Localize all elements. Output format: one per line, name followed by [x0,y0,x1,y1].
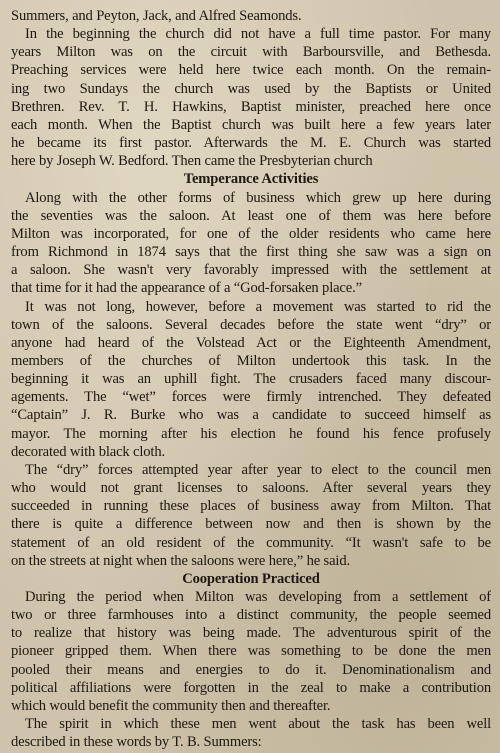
text-line: members of the churches of Milton undertook this task. In the [11,352,491,369]
text-line: statement of an old resident of the community. “It wasn't safe to be [11,534,491,551]
text-line: Brethren. Rev. T. H. Hawkins, Baptist minister, preached here once [11,98,491,115]
text-column [11,7,491,751]
text-line: ing two Sundays the church was used by the Baptists or United [11,80,491,97]
text-line: he became its first pastor. Afterwards the M. E. Church was started [11,135,491,152]
paragraph [11,7,491,25]
section-heading: Cooperation Practiced [182,570,320,587]
text-line: “Captain” J. R. Burke who was a candidate to succeed himself as [11,407,491,424]
text-line: to realize that history was being made. The adventurous spirit of the [11,625,491,642]
text-line: Summers, and Peyton, Jack, and Alfred Seamonds. [11,8,302,24]
paragraph [11,715,491,751]
text-line: It was not long, however, before a movement was started to rid the [25,298,491,315]
section-temperance-activities [11,170,491,569]
text-line: The “dry” forces attempted year after year to elect to the council men [25,461,491,478]
text-line: from Richmond in 1874 says that the first thing she saw was a sign on [11,244,491,261]
text-line: decorated with black cloth. [11,443,165,460]
text-line: succeeded in running these places of business away from Milton. That [11,498,491,515]
text-line: Milton was incorporated, for one of the older residents who came here [11,225,491,242]
paragraph [11,461,491,570]
text-line: years Milton was on the circuit with Barboursville, and Bethesda. [11,44,491,61]
text-line: each month. When the Baptist church was built here a few years later [11,116,491,133]
paragraph [11,588,491,715]
text-line: political affiliations were forgotten in the zeal to make a contribution [11,679,491,696]
text-line: pooled their means and energies to do it. Denominationalism and [11,661,491,678]
text-line: agements. The “wet” forces were firmly intrenched. They defeated [11,389,491,406]
section-heading: Temperance Activities [183,171,319,188]
text-line: pioneer gripped them. When there was something to be done the men [11,643,491,660]
paragraph [11,298,491,461]
text-line: there is quite a difference between now and then is shown by the [11,516,491,533]
text-line: two or three farmhouses into a distinct community, the people seemed [11,607,491,624]
text-line: a saloon. She wasn't very favorably impressed with the settlement at [11,262,491,279]
section-cooperation-practiced [11,570,491,752]
text-line: During the period when Milton was developing from a settlement of [25,589,491,605]
text-line: that time for it had the appearance of a “God-forsaken place.” [11,280,362,297]
text-line: described in these words by T. B. Summers: [11,734,262,751]
paragraph [11,189,491,298]
text-line: town of the saloons. Several decades before the state went “dry” or [11,316,491,333]
text-line: anyone had heard of the Volstead Act or the Eighteenth Amendment, [11,334,491,351]
text-line: Along with the other forms of business which grew up here during [25,189,491,206]
text-line: which would benefit the community then and thereafter. [11,697,331,714]
text-line: mayor. The morning after his election he found his fence profusely [11,425,491,442]
text-line: here by Joseph W. Bedford. Then came the Presbyterian church [11,153,373,170]
text-line: Preaching services were held here twice each month. On the remain- [11,62,491,79]
text-line: on the streets at night when the saloons were here,” he said. [11,552,350,569]
paragraph [11,25,491,170]
text-line: The spirit in which these men went about the task has been well [25,716,491,733]
text-line: In the beginning the church did not have a full time pastor. For many [25,26,491,43]
text-line: the seventies was the saloon. At least one of them was here before [11,207,491,224]
text-line: who would not grant licenses to saloons. After several years they [11,480,491,497]
section-intro [11,7,491,170]
text-line: beginning it was an uphill fight. The crusaders faced many discour- [11,371,491,388]
